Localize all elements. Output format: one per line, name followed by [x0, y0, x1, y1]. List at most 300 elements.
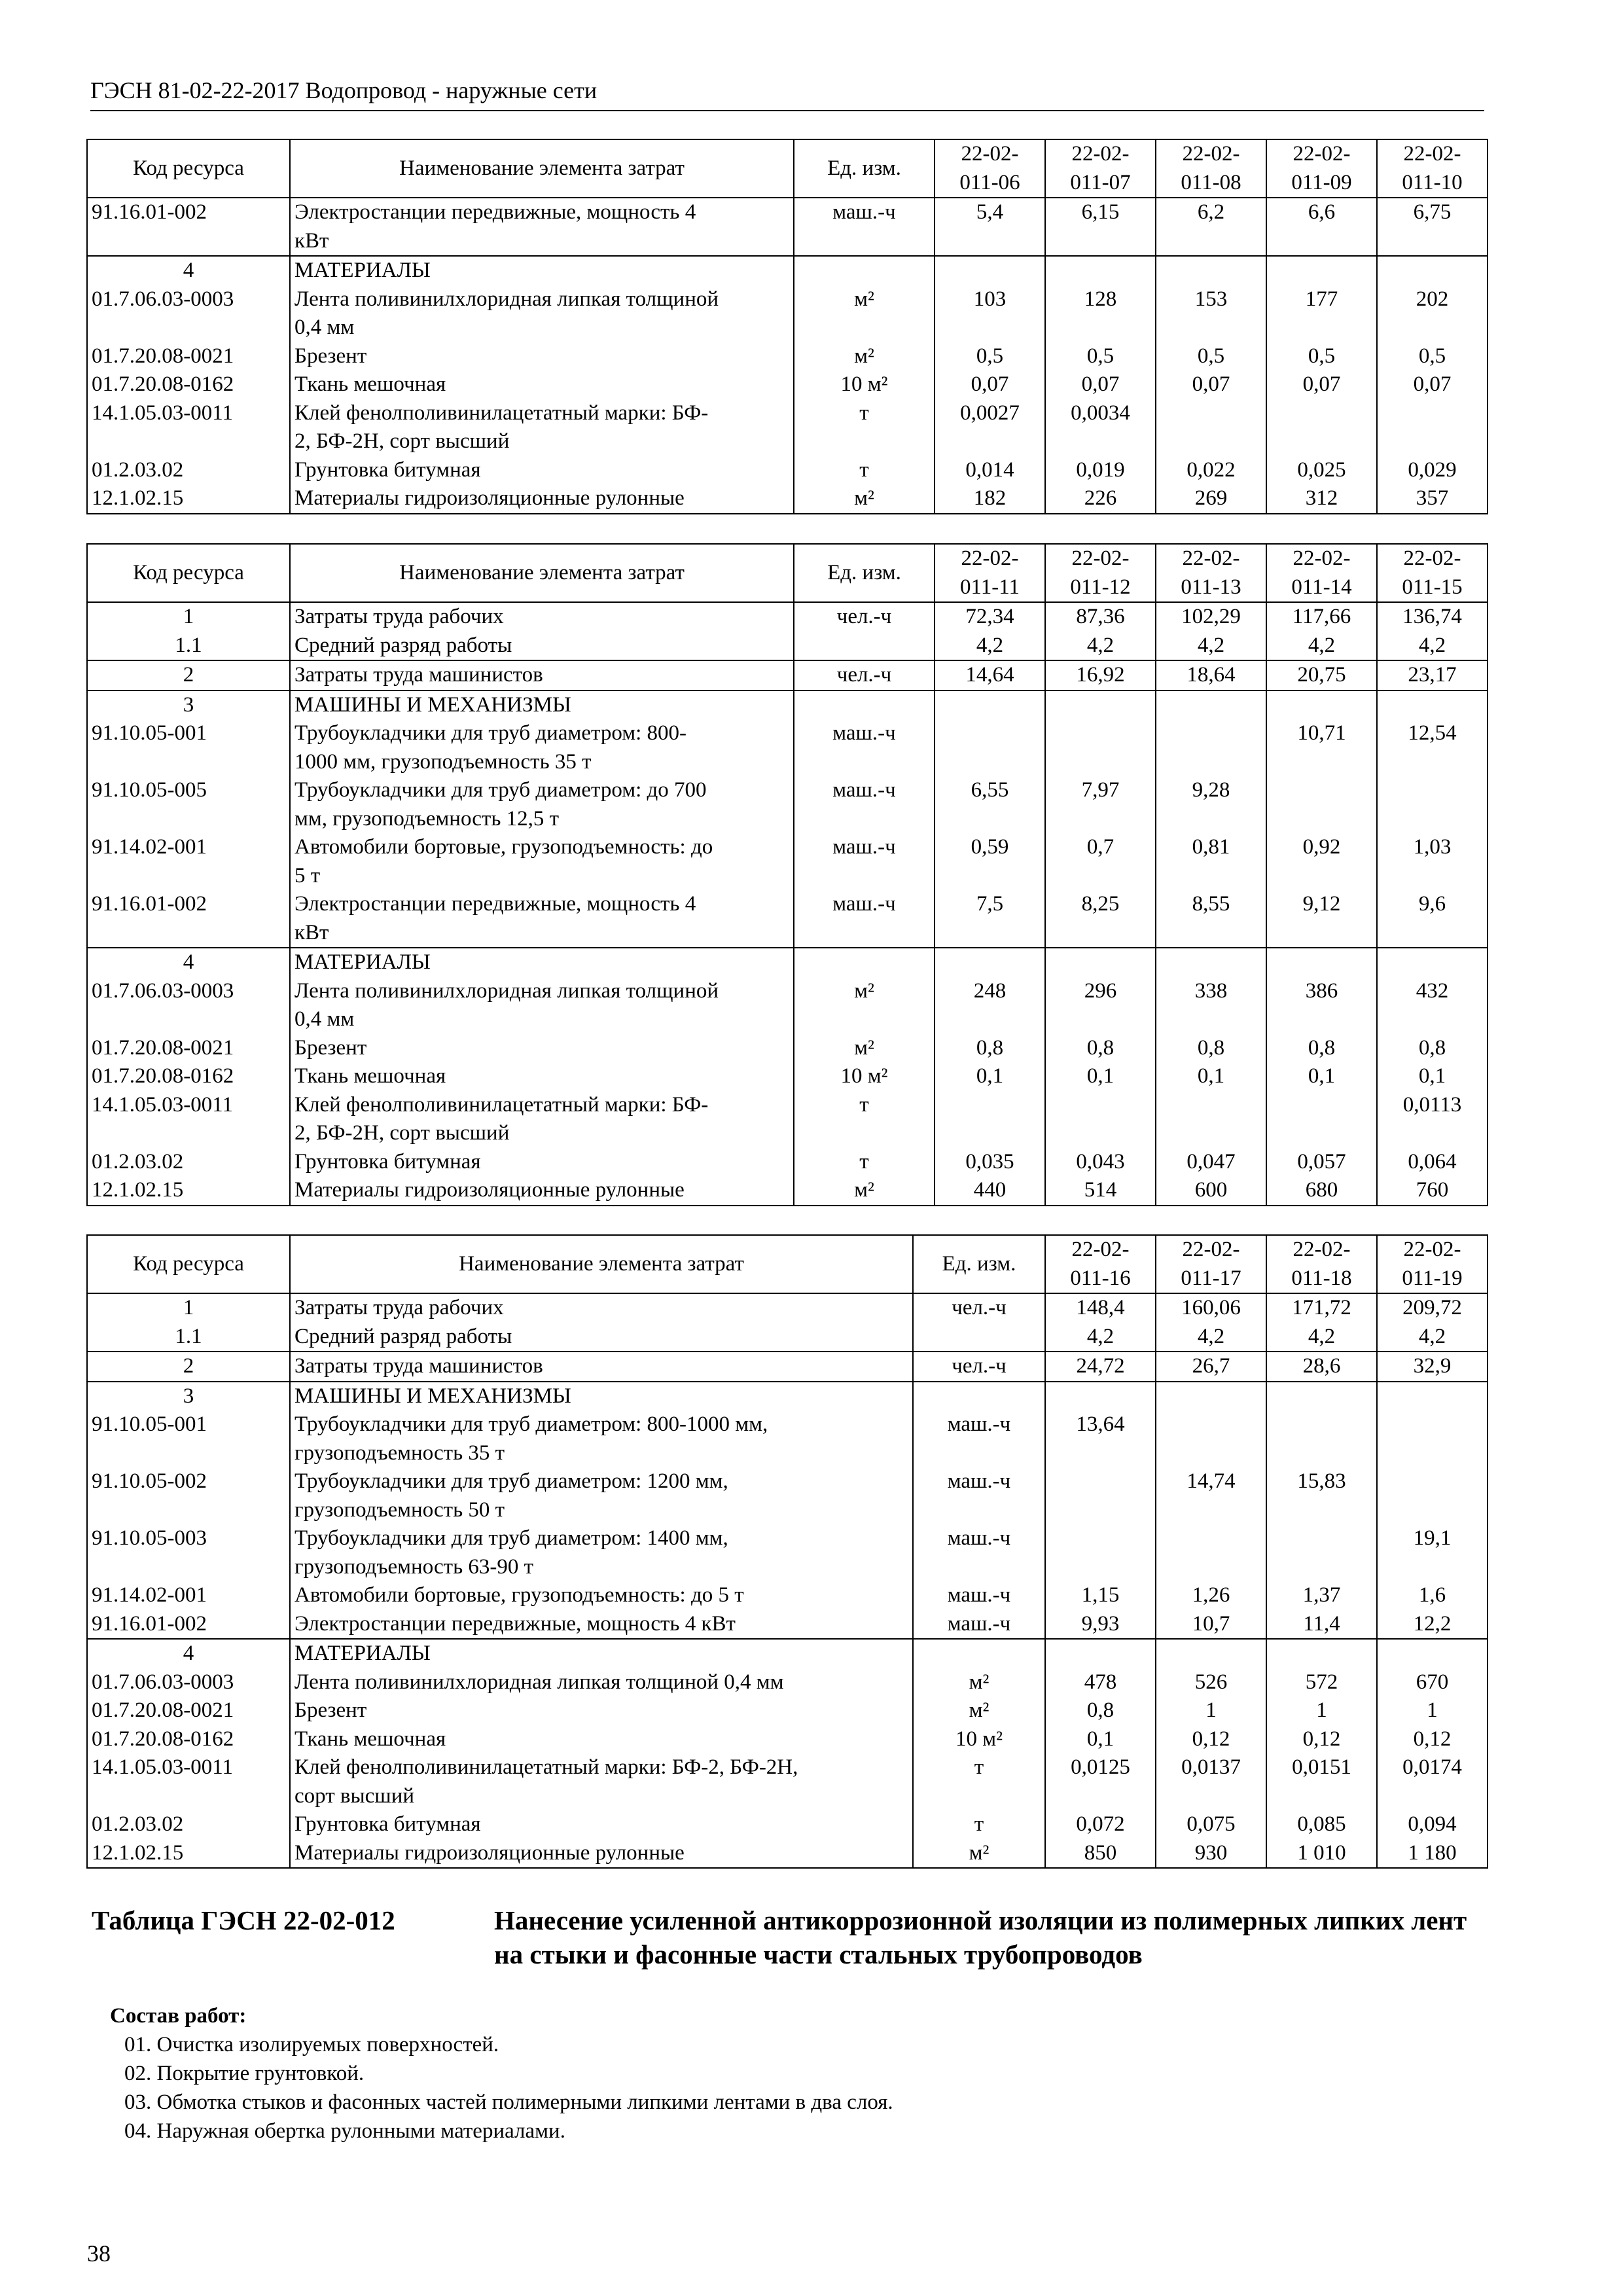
norm-value: 1 010 — [1266, 1839, 1377, 1869]
norm-value — [1266, 776, 1377, 833]
norm-value: 0,047 — [1156, 1148, 1266, 1177]
col-name-header: Наименование элемента затрат — [290, 1235, 913, 1293]
cost-element-name: Электростанции передвижные, мощность 4 кВт — [290, 890, 794, 948]
table-row — [87, 602, 1488, 632]
cost-element-name: Клей фенолполивинилацетатный марки: БФ-2, БФ-2Н, сорт высший — [290, 1753, 913, 1810]
norm-value — [1377, 776, 1488, 833]
norm-value: 202 — [1377, 285, 1488, 342]
norm-value: 312 — [1266, 484, 1377, 514]
norm-value: 5,4 — [935, 198, 1045, 256]
norm-value: 0,0113 — [1377, 1091, 1488, 1148]
norm-value: 102,29 — [1156, 602, 1266, 632]
unit — [794, 632, 935, 661]
norm-value: 0,094 — [1377, 1810, 1488, 1839]
norm-value — [1377, 1382, 1488, 1411]
resource-code: 4 — [87, 256, 290, 285]
col-norm-header: 22-02- 011-18 — [1266, 1235, 1377, 1293]
resource-code: 01.7.06.03-0003 — [87, 1668, 290, 1697]
unit: 10 м² — [794, 1062, 935, 1091]
norm-value: 0,07 — [1045, 370, 1156, 399]
table-row — [87, 1524, 1488, 1581]
unit: т — [913, 1810, 1045, 1839]
norm-value: 357 — [1377, 484, 1488, 514]
norm-value: 0,07 — [935, 370, 1045, 399]
table-row — [87, 719, 1488, 776]
cost-element-name: Клей фенолполивинилацетатный марки: БФ- 2, БФ-2Н, сорт высший — [290, 1091, 794, 1148]
norm-value: 32,9 — [1377, 1352, 1488, 1382]
resource-code: 14.1.05.03-0011 — [87, 1091, 290, 1148]
resource-code: 91.14.02-001 — [87, 833, 290, 890]
cost-element-name: Грунтовка битумная — [290, 1810, 913, 1839]
norm-value: 12,2 — [1377, 1610, 1488, 1640]
norm-value — [1266, 948, 1377, 977]
norm-value: 0,043 — [1045, 1148, 1156, 1177]
table-row — [87, 1753, 1488, 1810]
table-row — [87, 1639, 1488, 1668]
cost-element-name: Затраты труда рабочих — [290, 1293, 913, 1323]
norm-value: 0,1 — [1156, 1062, 1266, 1091]
unit: маш.-ч — [794, 776, 935, 833]
norm-value: 117,66 — [1266, 602, 1377, 632]
table-row — [87, 833, 1488, 890]
cost-element-name: Лента поливинилхлоридная липкая толщиной 0,4 мм — [290, 285, 794, 342]
norm-value: 0,0151 — [1266, 1753, 1377, 1810]
norm-value — [935, 256, 1045, 285]
norm-value — [1266, 399, 1377, 456]
norm-value: 103 — [935, 285, 1045, 342]
table-body — [87, 1293, 1488, 1868]
resource-code: 91.16.01-002 — [87, 198, 290, 256]
table-row — [87, 198, 1488, 256]
table-row — [87, 1323, 1488, 1352]
norm-value: 0,07 — [1156, 370, 1266, 399]
unit: чел.-ч — [913, 1352, 1045, 1382]
cost-element-name: Лента поливинилхлоридная липкая толщиной 0,4 мм — [290, 977, 794, 1034]
norm-value: 0,8 — [935, 1034, 1045, 1063]
unit: маш.-ч — [794, 198, 935, 256]
col-norm-header: 22-02- 011-19 — [1377, 1235, 1488, 1293]
col-norm-header: 22-02- 011-07 — [1045, 139, 1156, 198]
works-heading: Состав работ: — [110, 2004, 247, 2028]
table-row — [87, 1176, 1488, 1206]
unit — [794, 948, 935, 977]
norm-value: 0,1 — [1377, 1062, 1488, 1091]
table-row — [87, 256, 1488, 285]
norm-value: 4,2 — [1377, 632, 1488, 661]
cost-element-name: Затраты труда машинистов — [290, 1352, 913, 1382]
resource-code: 01.7.06.03-0003 — [87, 977, 290, 1034]
norm-value: 8,55 — [1156, 890, 1266, 948]
norm-value: 10,71 — [1266, 719, 1377, 776]
norm-value: 9,28 — [1156, 776, 1266, 833]
table-body — [87, 602, 1488, 1206]
unit: маш.-ч — [794, 719, 935, 776]
norm-value: 478 — [1045, 1668, 1156, 1697]
norm-value: 296 — [1045, 977, 1156, 1034]
norm-value: 0,12 — [1156, 1725, 1266, 1754]
norm-value: 15,83 — [1266, 1467, 1377, 1524]
norm-value: 13,64 — [1045, 1410, 1156, 1467]
cost-element-name: Лента поливинилхлоридная липкая толщиной 0,4 мм — [290, 1668, 913, 1697]
norm-value — [1266, 1382, 1377, 1411]
table-row — [87, 660, 1488, 691]
norm-value: 1 180 — [1377, 1839, 1488, 1869]
cost-element-name: Материалы гидроизоляционные рулонные — [290, 484, 794, 514]
resource-code: 01.7.20.08-0162 — [87, 370, 290, 399]
norm-value: 0,12 — [1266, 1725, 1377, 1754]
norm-value: 0,0027 — [935, 399, 1045, 456]
norm-value: 87,36 — [1045, 602, 1156, 632]
resource-code: 91.10.05-003 — [87, 1524, 290, 1581]
norm-value: 600 — [1156, 1176, 1266, 1206]
unit: м² — [913, 1839, 1045, 1869]
cost-element-name: Затраты труда машинистов — [290, 660, 794, 691]
norm-value: 0,5 — [935, 342, 1045, 371]
norm-value: 4,2 — [1156, 632, 1266, 661]
table-row — [87, 1810, 1488, 1839]
table-row — [87, 948, 1488, 977]
norm-value: 14,64 — [935, 660, 1045, 691]
norm-value — [1266, 256, 1377, 285]
works-item: 02. Покрытие грунтовкой. — [124, 2062, 365, 2085]
table-row — [87, 1839, 1488, 1869]
norm-value: 0,1 — [1045, 1062, 1156, 1091]
norm-value — [1045, 1091, 1156, 1148]
cost-element-name: Автомобили бортовые, грузоподъемность: до 5 т — [290, 833, 794, 890]
table-header — [87, 139, 1488, 198]
col-norm-header: 22-02- 011-11 — [935, 544, 1045, 602]
norm-value — [1156, 399, 1266, 456]
norm-value: 0,085 — [1266, 1810, 1377, 1839]
norm-value: 1,26 — [1156, 1581, 1266, 1610]
cost-element-name: Брезент — [290, 342, 794, 371]
resource-code: 12.1.02.15 — [87, 1176, 290, 1206]
unit: чел.-ч — [794, 660, 935, 691]
resource-code: 1.1 — [87, 632, 290, 661]
col-code-header: Код ресурса — [87, 1235, 290, 1293]
unit: м² — [794, 1034, 935, 1063]
norm-value: 128 — [1045, 285, 1156, 342]
norm-value: 930 — [1156, 1839, 1266, 1869]
norm-value: 0,7 — [1045, 833, 1156, 890]
norm-value: 0,019 — [1045, 456, 1156, 485]
unit: маш.-ч — [913, 1410, 1045, 1467]
norm-value: 0,1 — [1045, 1725, 1156, 1754]
norm-value: 12,54 — [1377, 719, 1488, 776]
resource-code: 1.1 — [87, 1323, 290, 1352]
norm-value: 0,12 — [1377, 1725, 1488, 1754]
cost-element-name: Грунтовка битумная — [290, 1148, 794, 1177]
unit — [913, 1382, 1045, 1411]
norm-value: 160,06 — [1156, 1293, 1266, 1323]
unit: маш.-ч — [913, 1467, 1045, 1524]
norm-value: 850 — [1045, 1839, 1156, 1869]
norm-value — [1045, 1639, 1156, 1668]
norm-value: 0,5 — [1045, 342, 1156, 371]
works-item: 03. Обмотка стыков и фасонных частей полимерными липкими лентами в два слоя. — [124, 2090, 893, 2114]
resource-code: 12.1.02.15 — [87, 1839, 290, 1869]
norm-value: 514 — [1045, 1176, 1156, 1206]
cost-element-name: Средний разряд работы — [290, 1323, 913, 1352]
table-row — [87, 484, 1488, 514]
unit: т — [794, 399, 935, 456]
norm-value: 0,8 — [1156, 1034, 1266, 1063]
norm-value: 14,74 — [1156, 1467, 1266, 1524]
norm-value: 9,93 — [1045, 1610, 1156, 1640]
table-row — [87, 1610, 1488, 1640]
norm-value — [1377, 691, 1488, 720]
cost-element-name: Грунтовка битумная — [290, 456, 794, 485]
table-body — [87, 198, 1488, 514]
norm-value: 0,0137 — [1156, 1753, 1266, 1810]
norm-value: 1,37 — [1266, 1581, 1377, 1610]
norm-value: 1,03 — [1377, 833, 1488, 890]
col-unit-header: Ед. изм. — [913, 1235, 1045, 1293]
cost-element-name: Материалы гидроизоляционные рулонные — [290, 1839, 913, 1869]
resource-code: 01.7.20.08-0021 — [87, 1696, 290, 1725]
cost-element-name: МАТЕРИАЛЫ — [290, 256, 794, 285]
col-norm-header: 22-02- 011-15 — [1377, 544, 1488, 602]
norm-value: 24,72 — [1045, 1352, 1156, 1382]
works-list — [110, 2001, 893, 2145]
resource-code: 91.10.05-005 — [87, 776, 290, 833]
norm-value: 0,057 — [1266, 1148, 1377, 1177]
norm-value: 0,8 — [1045, 1034, 1156, 1063]
unit — [794, 256, 935, 285]
cost-element-name: Средний разряд работы — [290, 632, 794, 661]
norm-value — [1156, 948, 1266, 977]
norm-value: 0,07 — [1377, 370, 1488, 399]
resource-code: 01.2.03.02 — [87, 1148, 290, 1177]
cost-element-name: Брезент — [290, 1696, 913, 1725]
norm-value: 269 — [1156, 484, 1266, 514]
norm-value: 153 — [1156, 285, 1266, 342]
norm-value — [1045, 719, 1156, 776]
norm-value — [935, 719, 1045, 776]
norm-value: 1 — [1377, 1696, 1488, 1725]
norm-value — [1156, 691, 1266, 720]
norm-value: 148,4 — [1045, 1293, 1156, 1323]
col-norm-header: 22-02- 011-09 — [1266, 139, 1377, 198]
resource-code: 01.7.20.08-0162 — [87, 1062, 290, 1091]
table-name: Нанесение усиленной антикоррозионной изоляции из полимерных липких лент на стыки и фасонные части стальных трубопроводов — [494, 1905, 1467, 1969]
resource-code: 1 — [87, 602, 290, 632]
unit: т — [794, 456, 935, 485]
unit: м² — [794, 1176, 935, 1206]
resource-table-011-06-10 — [86, 139, 1488, 514]
resource-code: 91.10.05-001 — [87, 719, 290, 776]
cost-element-name: Трубоукладчики для труб диаметром: 1200 мм, грузоподъемность 50 т — [290, 1467, 913, 1524]
unit — [794, 691, 935, 720]
table-row — [87, 399, 1488, 456]
norm-value: 0,064 — [1377, 1148, 1488, 1177]
table-row — [87, 1668, 1488, 1697]
table-row — [87, 1581, 1488, 1610]
norm-value — [1156, 719, 1266, 776]
norm-value: 18,64 — [1156, 660, 1266, 691]
table-row — [87, 632, 1488, 661]
table-header — [87, 544, 1488, 602]
table-row — [87, 977, 1488, 1034]
resource-code: 14.1.05.03-0011 — [87, 1753, 290, 1810]
table-header — [87, 1235, 1488, 1293]
cost-element-name: Электростанции передвижные, мощность 4 кВт — [290, 198, 794, 256]
norm-value: 0,1 — [935, 1062, 1045, 1091]
norm-value: 6,15 — [1045, 198, 1156, 256]
norm-value — [1156, 1410, 1266, 1467]
norm-value: 0,8 — [1266, 1034, 1377, 1063]
cost-element-name: Затраты труда рабочих — [290, 602, 794, 632]
resource-table-011-16-19 — [86, 1234, 1488, 1869]
norm-value: 0,072 — [1045, 1810, 1156, 1839]
norm-value — [1156, 1091, 1266, 1148]
norm-value: 0,07 — [1266, 370, 1377, 399]
unit: м² — [794, 484, 935, 514]
norm-value: 670 — [1377, 1668, 1488, 1697]
unit — [913, 1639, 1045, 1668]
table-row — [87, 1091, 1488, 1148]
norm-value: 4,2 — [1377, 1323, 1488, 1352]
norm-value: 248 — [935, 977, 1045, 1034]
resource-code: 14.1.05.03-0011 — [87, 399, 290, 456]
norm-value: 432 — [1377, 977, 1488, 1034]
col-norm-header: 22-02- 011-16 — [1045, 1235, 1156, 1293]
running-header — [90, 77, 1484, 111]
col-norm-header: 22-02- 011-13 — [1156, 544, 1266, 602]
norm-value — [1377, 399, 1488, 456]
resource-code: 91.16.01-002 — [87, 1610, 290, 1640]
col-norm-header: 22-02- 011-12 — [1045, 544, 1156, 602]
norm-value: 0,5 — [1156, 342, 1266, 371]
norm-value: 0,0125 — [1045, 1753, 1156, 1810]
norm-value: 26,7 — [1156, 1352, 1266, 1382]
norm-value: 440 — [935, 1176, 1045, 1206]
unit: маш.-ч — [913, 1524, 1045, 1581]
col-name-header: Наименование элемента затрат — [290, 544, 794, 602]
col-norm-header: 22-02- 011-10 — [1377, 139, 1488, 198]
norm-value — [1045, 948, 1156, 977]
norm-value — [1377, 1467, 1488, 1524]
norm-value: 0,92 — [1266, 833, 1377, 890]
norm-value: 6,75 — [1377, 198, 1488, 256]
norm-value: 680 — [1266, 1176, 1377, 1206]
norm-value — [1377, 948, 1488, 977]
norm-value — [1266, 1091, 1377, 1148]
cost-element-name: МАШИНЫ И МЕХАНИЗМЫ — [290, 1382, 913, 1411]
resource-code: 01.2.03.02 — [87, 456, 290, 485]
norm-value: 171,72 — [1266, 1293, 1377, 1323]
table-row — [87, 342, 1488, 371]
resource-code: 3 — [87, 1382, 290, 1411]
cost-element-name: Электростанции передвижные, мощность 4 кВт — [290, 1610, 913, 1640]
norm-value: 0,8 — [1377, 1034, 1488, 1063]
cost-element-name: МАШИНЫ И МЕХАНИЗМЫ — [290, 691, 794, 720]
cost-element-name: Материалы гидроизоляционные рулонные — [290, 1176, 794, 1206]
norm-value — [1045, 1467, 1156, 1524]
resource-code: 2 — [87, 660, 290, 691]
unit: м² — [913, 1696, 1045, 1725]
norm-value: 72,34 — [935, 602, 1045, 632]
cost-element-name: Трубоукладчики для труб диаметром: 800-1000 мм, грузоподъемность 35 т — [290, 1410, 913, 1467]
norm-value: 1 — [1156, 1696, 1266, 1725]
resource-code: 12.1.02.15 — [87, 484, 290, 514]
resource-code: 4 — [87, 948, 290, 977]
col-unit-header: Ед. изм. — [794, 544, 935, 602]
norm-value: 0,59 — [935, 833, 1045, 890]
cost-element-name: Ткань мешочная — [290, 370, 794, 399]
norm-value: 0,014 — [935, 456, 1045, 485]
unit: м² — [794, 285, 935, 342]
resource-code: 3 — [87, 691, 290, 720]
norm-value: 136,74 — [1377, 602, 1488, 632]
norm-value: 6,2 — [1156, 198, 1266, 256]
norm-value: 23,17 — [1377, 660, 1488, 691]
table-row — [87, 1696, 1488, 1725]
norm-value: 6,6 — [1266, 198, 1377, 256]
norm-value — [1377, 256, 1488, 285]
norm-value — [1156, 1382, 1266, 1411]
col-norm-header: 22-02- 011-06 — [935, 139, 1045, 198]
norm-value: 7,97 — [1045, 776, 1156, 833]
col-norm-header: 22-02- 011-17 — [1156, 1235, 1266, 1293]
cost-element-name: Трубоукладчики для труб диаметром: 1400 мм, грузоподъемность 63-90 т — [290, 1524, 913, 1581]
norm-value — [1156, 1524, 1266, 1581]
col-norm-header: 22-02- 011-14 — [1266, 544, 1377, 602]
table-row — [87, 285, 1488, 342]
works-item: 01. Очистка изолируемых поверхностей. — [124, 2033, 499, 2056]
cost-element-name: Трубоукладчики для труб диаметром: 800- 1000 мм, грузоподъемность 35 т — [290, 719, 794, 776]
table-row — [87, 890, 1488, 948]
norm-value — [1266, 1524, 1377, 1581]
norm-value: 10,7 — [1156, 1610, 1266, 1640]
running-header-text: ГЭСН 81-02-22-2017 Водопровод - наружные сети — [90, 77, 597, 103]
norm-value: 0,5 — [1266, 342, 1377, 371]
norm-value: 0,8 — [1045, 1696, 1156, 1725]
table-row — [87, 370, 1488, 399]
norm-value: 1,15 — [1045, 1581, 1156, 1610]
col-norm-header: 22-02- 011-08 — [1156, 139, 1266, 198]
norm-value — [1377, 1410, 1488, 1467]
unit: 10 м² — [794, 370, 935, 399]
resource-table-011-11-15 — [86, 543, 1488, 1206]
norm-value: 0,075 — [1156, 1810, 1266, 1839]
norm-value: 0,1 — [1266, 1062, 1377, 1091]
norm-value: 526 — [1156, 1668, 1266, 1697]
norm-value: 182 — [935, 484, 1045, 514]
resource-code: 91.10.05-001 — [87, 1410, 290, 1467]
page-number: 38 — [87, 2240, 111, 2267]
unit: т — [794, 1091, 935, 1148]
norm-value — [935, 691, 1045, 720]
norm-value: 9,6 — [1377, 890, 1488, 948]
norm-value — [1045, 1524, 1156, 1581]
norm-value: 226 — [1045, 484, 1156, 514]
resource-code: 91.14.02-001 — [87, 1581, 290, 1610]
table-row — [87, 1467, 1488, 1524]
unit: м² — [794, 977, 935, 1034]
table-row — [87, 776, 1488, 833]
norm-value: 177 — [1266, 285, 1377, 342]
resource-code: 01.7.20.08-0021 — [87, 342, 290, 371]
table-row — [87, 1062, 1488, 1091]
norm-value: 16,92 — [1045, 660, 1156, 691]
norm-value: 28,6 — [1266, 1352, 1377, 1382]
cost-element-name: Клей фенолполивинилацетатный марки: БФ- 2, БФ-2Н, сорт высший — [290, 399, 794, 456]
resource-code: 91.10.05-002 — [87, 1467, 290, 1524]
table-row — [87, 1148, 1488, 1177]
norm-value — [1045, 256, 1156, 285]
table-row — [87, 1410, 1488, 1467]
